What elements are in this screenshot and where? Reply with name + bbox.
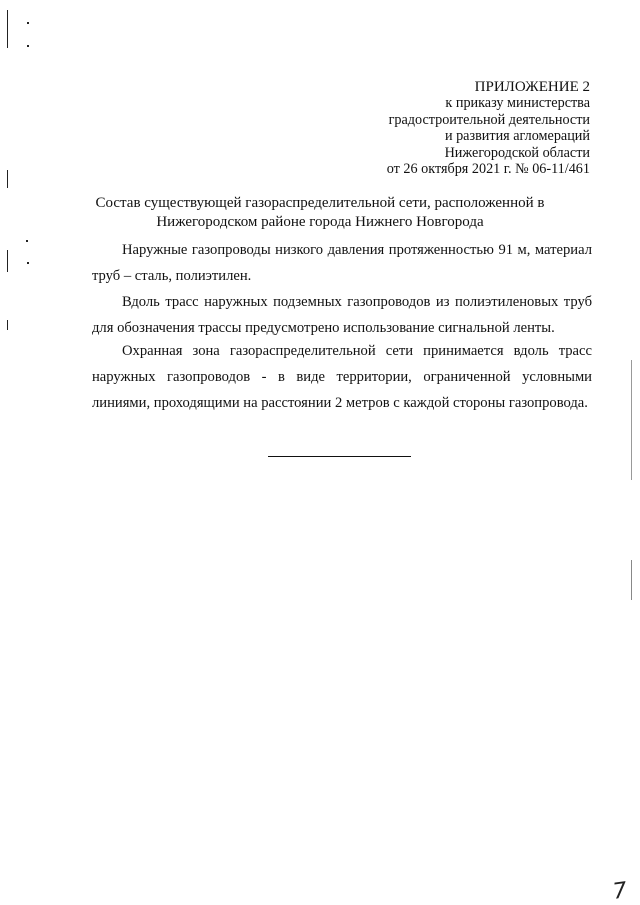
scan-artifact [7,250,8,272]
scan-artifact [26,240,28,242]
paragraph-signal-tape: Вдоль трасс наружных подземных газопроводов из полиэтиленовых труб для обозначения трассы предусмотрено использование сигнальной ленты. [92,294,592,336]
scan-artifact [27,22,29,24]
paragraph-pipelines: Наружные газопроводы низкого давления протяженностью 91 м, материал труб – сталь, полиэтилен. [92,242,592,284]
scan-artifact [27,262,29,264]
scan-artifact [7,170,8,188]
appendix-heading: ПРИЛОЖЕНИЕ 2 [474,79,590,95]
scan-artifact [7,320,8,330]
paragraph-protection-zone: Охранная зона газораспределительной сети принимается вдоль трасс наружных газопроводов - в виде территории, ограниченной условными линиями, проходящими на расстоянии 2 метров с каждой стороны газопровода. [92,343,592,411]
appendix-line: Нижегородской области [444,144,590,161]
closing-rule [268,456,411,457]
page-number: 7 [611,878,629,905]
appendix-block [270,79,590,177]
scan-artifact [631,360,632,480]
title-line: Состав существующей газораспределительной сети, расположенной в [95,195,545,211]
appendix-line: градостроительной деятельности [388,111,590,128]
scan-artifact [27,45,29,47]
appendix-line: и развития агломераций [444,128,590,145]
title-line: Нижегородском районе города Нижнего Новгорода [156,214,484,230]
document-title [60,194,580,232]
appendix-order-reference: от 26 октября 2021 г. № 06-11/461 [386,161,590,178]
scan-artifact [7,10,8,48]
scan-artifact [631,560,632,600]
appendix-line: к приказу министерства [445,95,590,112]
